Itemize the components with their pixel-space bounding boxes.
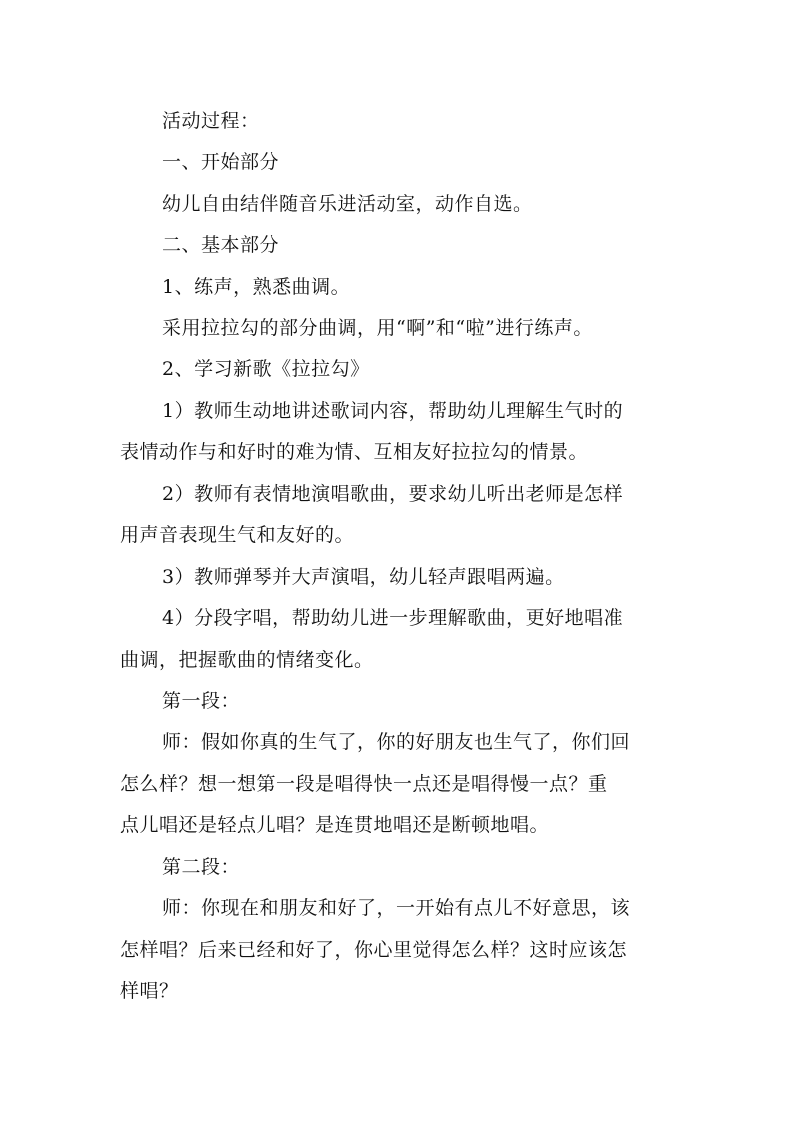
heading-part-one: 一、开始部分 — [162, 151, 280, 173]
text-line: 点儿唱还是轻点儿唱？是连贯地唱还是断顿地唱。 — [120, 814, 550, 836]
text-line: 1）教师生动地讲述歌词内容，帮助幼儿理解生气时的 — [162, 400, 624, 422]
text-line: 表情动作与和好时的难为情、互相友好拉拉勾的情景。 — [120, 441, 589, 463]
text-line: 2）教师有表情地演唱歌曲，要求幼儿听出老师是怎样 — [162, 483, 624, 505]
text-line: 3）教师弹琴并大声演唱，幼儿轻声跟唱两遍。 — [162, 566, 565, 588]
text-line-activity-process: 活动过程： — [162, 110, 260, 132]
text-line: 2、学习新歌《拉拉勾》 — [162, 358, 370, 380]
heading-section-one: 第一段： — [162, 690, 241, 712]
text-line: 1、练声，熟悉曲调。 — [162, 276, 351, 298]
text-line: 样唱？ — [120, 980, 179, 1002]
heading-part-two: 二、基本部分 — [162, 234, 280, 256]
text-line: 师：假如你真的生气了，你的好朋友也生气了，你们回 — [162, 731, 631, 753]
text-line: 怎么样？想一想第一段是唱得快一点还是唱得慢一点？重 — [120, 773, 608, 795]
text-line: 采用拉拉勾的部分曲调，用“啊”和“啦”进行练声。 — [162, 317, 593, 339]
text-line: 幼儿自由结伴随音乐进活动室，动作自选。 — [162, 193, 533, 215]
text-line: 师：你现在和朋友和好了，一开始有点儿不好意思，该 — [162, 897, 631, 919]
heading-section-two: 第二段： — [162, 856, 241, 878]
text-line: 曲调，把握歌曲的情绪变化。 — [120, 649, 374, 671]
text-line: 用声音表现生气和友好的。 — [120, 524, 355, 546]
text-line: 4）分段字唱，帮助幼儿进一步理解歌曲，更好地唱准 — [162, 607, 624, 629]
text-line: 怎样唱？后来已经和好了，你心里觉得怎么样？这时应该怎 — [120, 939, 628, 961]
